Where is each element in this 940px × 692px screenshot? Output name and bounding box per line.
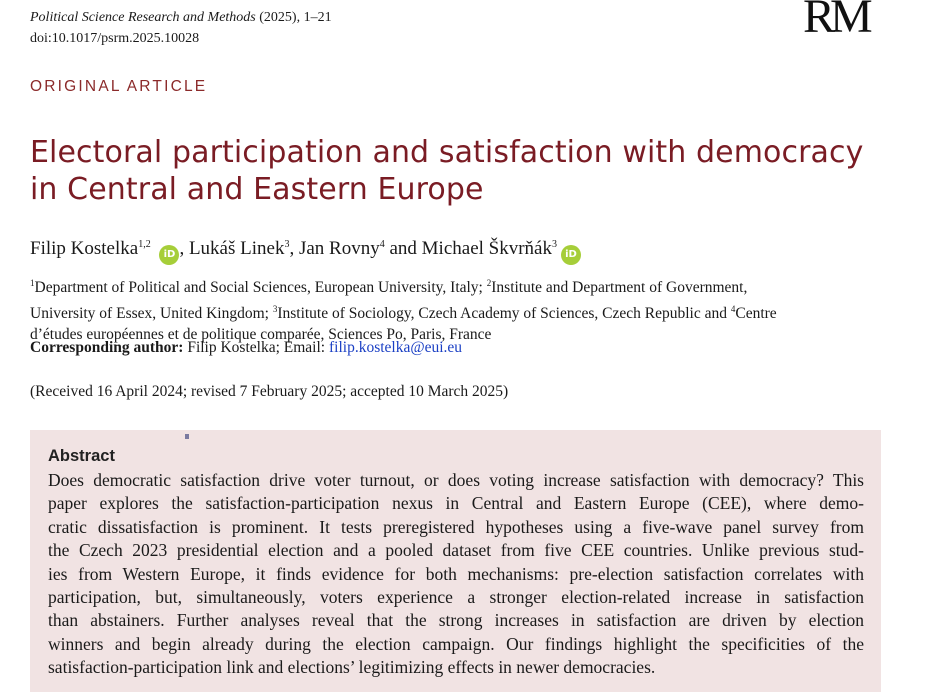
abstract-line: ies from Western Europe, it finds evidence for both mechanisms: pre-election satisfaction correlates with [48,563,864,584]
abstract-line: winners and begin already during the election campaign. Our findings highlight the specificities of the [48,633,864,654]
abstract-section [30,430,881,692]
journal-logo: RM [803,0,868,43]
corresponding-author [30,337,462,358]
article-type-label: ORIGINAL ARTICLE [30,78,208,95]
affiliation-ref: 3 [284,239,290,250]
abstract-line: participation, but, simultaneously, voters experience a stronger election-related increase in satisfaction [48,587,864,608]
author-name[interactable]: Lukáš Linek [188,238,285,259]
title-line: in Central and Eastern Europe [30,172,484,207]
author-separator: , [289,238,299,259]
affiliation-ref: 1,2 [138,239,151,250]
abstract-line: cratic dissatisfaction is prominent. It tests preregistered hypotheses using a five-wave panel survey from [48,516,864,537]
affiliation-text: University of Essex, United Kingdom; [30,304,273,322]
title-line: Electoral participation and satisfaction with democracy [30,135,864,170]
journal-name: Political Science Research and Methods [30,10,256,25]
email-link[interactable]: filip.kostelka@eui.eu [328,339,463,356]
affiliations [30,273,880,346]
article-title [30,134,910,208]
orcid-icon[interactable]: iD [159,245,179,265]
author-list [30,233,581,265]
affiliation-text: dʼétudes européennes et de politique comparée, Sciences Po, Paris, France [30,326,492,343]
abstract-line: Does democratic satisfaction drive voter turnout, or does voting increase satisfaction with democracy? This [48,470,864,490]
affiliation-ref: 3 [551,239,557,250]
affiliation-ref: 4 [379,239,385,250]
text-cursor-icon [185,434,189,439]
abstract-body [48,469,864,680]
affiliation-number: 1 [30,278,35,288]
affiliation-text: Institute of Sociology, Czech Academy of Sciences, Czech Republic and [277,304,731,322]
abstract-line: the Czech 2023 presidential election and a pooled dataset from five CEE countries. Unlike previous stud- [48,540,864,561]
journal-volume-pages: (2025), 1–21 [255,10,332,25]
author-separator: and [384,238,422,259]
affiliation-number: 4 [730,303,736,314]
author-name[interactable]: Michael Škvrňák [421,238,552,259]
abstract-heading: Abstract [48,447,115,465]
abstract-line: paper explores the satisfaction-participation nexus in Central and Eastern Europe (CEE), where demo- [48,493,864,514]
received-dates: (Received 16 April 2024; revised 7 February 2025; accepted 10 March 2025) [30,383,509,400]
affiliation-number: 2 [486,278,492,288]
affiliation-text: Department of Political and Social Sciences, European University, Italy; [34,279,487,296]
doi[interactable]: doi:10.1017/psrm.2025.10028 [30,31,200,46]
author-name[interactable]: Jan Rovny [298,238,380,259]
journal-citation [30,9,332,27]
orcid-icon[interactable]: iD [561,245,581,265]
abstract-line: satisfaction-participation link and elections’ legitimizing effects in newer democracies. [48,657,656,678]
author-separator: , [179,238,189,259]
corresponding-label: Corresponding author: [30,339,184,356]
corresponding-text: Filip Kostelka; Email: [183,339,329,356]
author-name[interactable]: Filip Kostelka [30,238,139,259]
affiliation-number: 3 [272,303,278,314]
abstract-line: than abstainers. Further analyses reveal that the strong increases in satisfaction are driven by election [48,610,864,631]
affiliation-text: Institute and Department of Government, [491,279,748,296]
affiliation-text: Centre [735,304,777,322]
